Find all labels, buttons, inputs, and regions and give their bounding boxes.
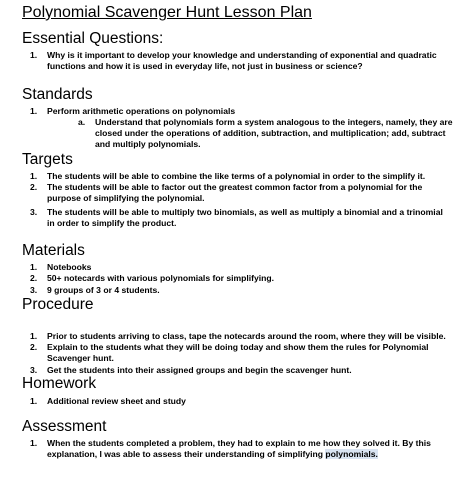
item-text (47, 438, 450, 460)
item-number: 2. (30, 182, 38, 192)
item-text: 50+ notecards with various polynomials for simplifying. (47, 273, 275, 283)
material-item (30, 285, 450, 296)
homework-heading: Homework (22, 375, 97, 392)
standard-subitem (78, 117, 458, 150)
highlighted-text: polynomials. (325, 449, 378, 459)
item-number: 1. (30, 396, 38, 406)
item-number: 1. (30, 106, 38, 116)
procedure-item (30, 342, 450, 364)
target-item (30, 171, 450, 182)
item-text: Prior to students arriving to class, tape the notecards around the room, where they will be visible. (47, 331, 446, 341)
item-text: 9 groups of 3 or 4 students. (47, 285, 160, 295)
item-text: Understand that polynomials form a system analogous to the integers, namely, they are closed under the operations of addition, subtraction, and multiplication; add, subtract and multiply polynomials. (95, 117, 453, 149)
item-text: Get the students into their assigned groups and begin the scavenger hunt. (47, 365, 352, 375)
material-item (30, 273, 450, 284)
item-text-main: When the students completed a problem, they had to explain to me how they solved it. By this explanation, I was able to assess their understanding of simplifying (47, 438, 431, 459)
item-text: The students will be able to combine the like terms of a polynomial in order to the simplify it. (47, 171, 426, 181)
item-number: 2. (30, 342, 38, 352)
item-text: Explain to the students what they will be doing today and show them the rules for Polynomial Scavenger hunt. (47, 342, 429, 363)
item-number: 3. (30, 285, 38, 295)
item-text: The students will be able to multiply two binomials, as well as multiply a binomial and a trinomial in order to simplify the product. (47, 207, 443, 228)
standards-heading: Standards (22, 86, 93, 103)
targets-heading: Targets (22, 151, 73, 168)
assessment-item (30, 438, 450, 460)
target-item (30, 207, 450, 229)
item-number: 1. (30, 50, 38, 60)
item-number: 3. (30, 365, 38, 375)
homework-item (30, 396, 450, 407)
item-text: Why is it important to develop your knowledge and understanding of exponential and quadratic functions and how it is used in everyday life, not just in business or science? (47, 50, 437, 71)
item-number: 1. (30, 171, 38, 181)
essential-questions-heading: Essential Questions: (22, 30, 164, 47)
item-number: 1. (30, 438, 38, 448)
essential-question-item (30, 50, 450, 72)
target-item (30, 182, 450, 204)
item-letter: a. (78, 117, 86, 127)
item-number: 1. (30, 331, 38, 341)
item-text: Notebooks (47, 262, 92, 272)
assessment-heading: Assessment (22, 418, 107, 435)
item-number: 3. (30, 207, 38, 217)
procedure-heading: Procedure (22, 296, 94, 313)
item-number: 2. (30, 273, 38, 283)
standard-item (30, 106, 450, 117)
procedure-item (30, 331, 450, 342)
materials-heading: Materials (22, 242, 85, 259)
document-title: Polynomial Scavenger Hunt Lesson Plan (22, 4, 312, 21)
item-text: Perform arithmetic operations on polynomials (47, 106, 236, 116)
material-item (30, 262, 450, 273)
item-text: The students will be able to factor out the greatest common factor from a polynomial for the purpose of simplifying the polynomial. (47, 182, 423, 203)
item-number: 1. (30, 262, 38, 272)
item-text: Additional review sheet and study (47, 396, 186, 406)
